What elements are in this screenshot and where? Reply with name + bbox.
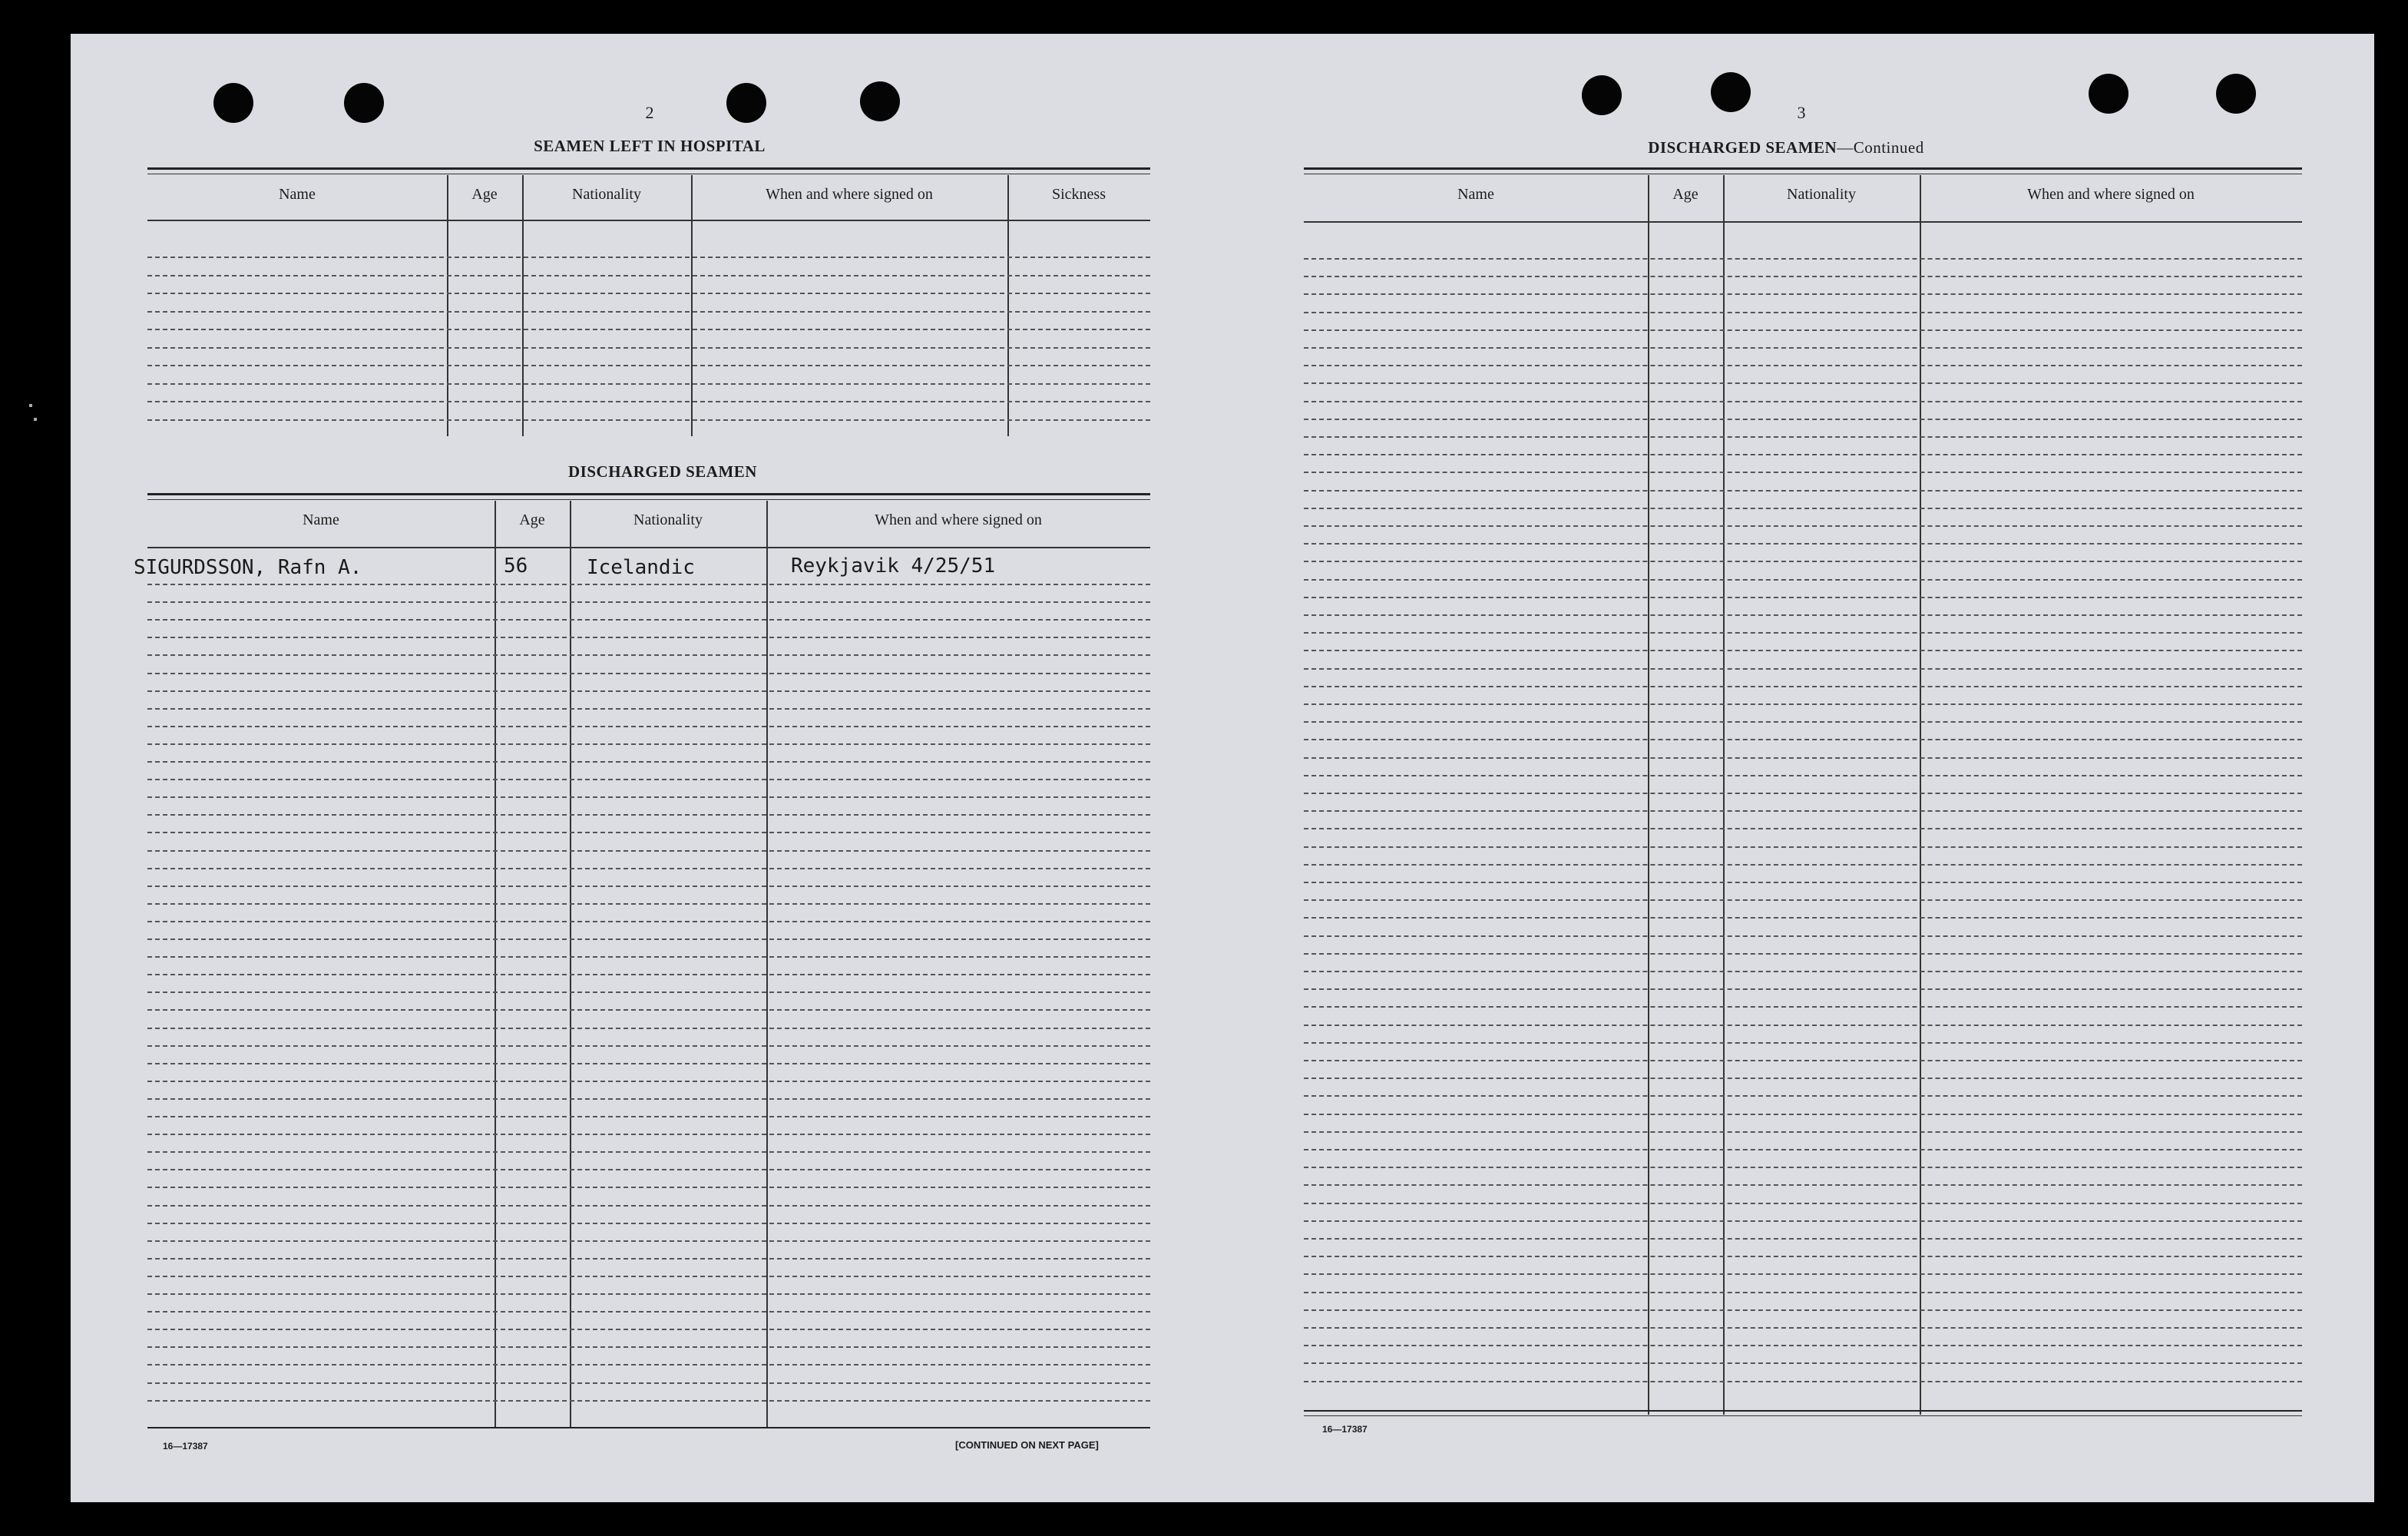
ruled-row-line	[147, 1045, 1150, 1047]
ruled-row-line	[147, 1205, 1150, 1207]
ruled-row-line	[147, 1329, 1150, 1330]
discharged-col-age: Age	[519, 511, 545, 528]
ruled-row-line	[147, 619, 1150, 621]
discharged-col-divider	[495, 501, 496, 1428]
ruled-row-line	[1304, 953, 2302, 955]
ruled-row-line	[1304, 899, 2302, 901]
ruled-row-line	[147, 419, 1150, 421]
discharged-col-nationality: Nationality	[633, 511, 703, 528]
right-col-nationality: Nationality	[1787, 186, 1856, 203]
ruled-row-line	[1304, 525, 2302, 527]
ruled-row-line	[1304, 1292, 2302, 1293]
ruled-row-line	[147, 637, 1150, 638]
ruled-row-line	[147, 1400, 1150, 1402]
ruled-row-line	[1304, 419, 2302, 420]
discharged-col-name: Name	[303, 511, 339, 528]
ruled-row-line	[147, 1223, 1150, 1224]
ruled-row-line	[147, 1382, 1150, 1384]
hospital-col-signed-on: When and where signed on	[766, 186, 933, 203]
ruled-row-line	[1304, 1273, 2302, 1275]
ruled-row-line	[147, 1240, 1150, 1242]
hospital-top-rule	[147, 167, 1150, 170]
hospital-header-rule	[147, 220, 1150, 221]
ruled-row-line	[1304, 721, 2302, 723]
discharged-continued-title-main: DISCHARGED SEAMEN	[1648, 138, 1837, 157]
punch-hole-icon	[2089, 74, 2128, 114]
hospital-col-age: Age	[471, 186, 498, 203]
discharged-col-signed-on: When and where signed on	[875, 511, 1042, 528]
discharged-header-rule	[147, 547, 1150, 548]
ruled-row-line	[1304, 561, 2302, 562]
ruled-row-line	[147, 1364, 1150, 1366]
ruled-row-line	[1304, 703, 2302, 705]
ruled-row-line	[1304, 1114, 2302, 1115]
ruled-row-line	[1304, 864, 2302, 866]
ruled-row-line	[147, 886, 1150, 887]
ruled-row-line	[1304, 1078, 2302, 1079]
punch-hole-icon	[1582, 75, 1622, 115]
ruled-row-line	[1304, 579, 2302, 581]
ruled-row-line	[1304, 365, 2302, 366]
seaman-signed-on: Reykjavik 4/25/51	[791, 554, 996, 578]
ruled-row-line	[1304, 632, 2302, 634]
ruled-row-line	[147, 673, 1150, 674]
discharged-top-rule	[147, 493, 1150, 495]
ruled-row-line	[147, 832, 1150, 833]
ruled-row-line	[1304, 935, 2302, 937]
ruled-row-line	[1304, 971, 2302, 972]
punch-hole-icon	[344, 83, 384, 123]
ruled-row-line	[147, 347, 1150, 349]
hospital-col-divider	[691, 175, 693, 436]
ruled-row-line	[1304, 686, 2302, 687]
hospital-col-nationality: Nationality	[572, 186, 641, 203]
ruled-row-line	[1304, 757, 2302, 759]
page-number-right: 3	[1797, 103, 1806, 122]
ruled-row-line	[147, 921, 1150, 922]
right-col-divider	[1648, 175, 1649, 1415]
ruled-row-line	[147, 601, 1150, 603]
ruled-row-line	[147, 850, 1150, 852]
ruled-row-line	[147, 1276, 1150, 1277]
ruled-row-line	[1304, 312, 2302, 313]
ruled-row-line	[1304, 668, 2302, 670]
seaman-age: 56	[504, 554, 528, 578]
discharged-top-rule-2	[147, 499, 1150, 500]
ruled-row-line	[1304, 775, 2302, 776]
ruled-row-line	[1304, 276, 2302, 277]
ruled-row-line	[147, 1081, 1150, 1082]
discharged-continued-title	[1632, 138, 1940, 157]
ruled-row-line	[1304, 258, 2302, 260]
ruled-row-line	[147, 868, 1150, 869]
ruled-row-line	[147, 903, 1150, 905]
ruled-row-line	[147, 1116, 1150, 1117]
ruled-row-line	[1304, 401, 2302, 402]
ruled-row-line	[1304, 1256, 2302, 1257]
ruled-row-line	[147, 257, 1150, 258]
continued-note: [CONTINUED ON NEXT PAGE]	[955, 1439, 1099, 1451]
ruled-row-line	[147, 1311, 1150, 1313]
ruled-row-line	[147, 1187, 1150, 1188]
punch-hole-icon	[213, 83, 253, 123]
right-col-divider	[1723, 175, 1725, 1415]
ruled-row-line	[1304, 1220, 2302, 1222]
hospital-col-sickness: Sickness	[1052, 186, 1106, 203]
ruled-row-line	[147, 779, 1150, 780]
ruled-row-line	[147, 1169, 1150, 1170]
paper-sheet	[71, 34, 2374, 1502]
seaman-nationality: Icelandic	[587, 556, 695, 579]
ruled-row-line	[147, 726, 1150, 727]
ruled-row-line	[1304, 614, 2302, 616]
ruled-row-line	[1304, 1345, 2302, 1346]
discharged-continued-title-suffix: —Continued	[1837, 138, 1924, 157]
discharged-col-divider	[766, 501, 768, 1428]
discharged-section-title: DISCHARGED SEAMEN	[568, 462, 757, 481]
right-bottom-rule-2	[1304, 1415, 2302, 1416]
form-number-left: 16—17387	[163, 1441, 208, 1452]
ruled-row-line	[1304, 988, 2302, 990]
ruled-row-line	[147, 365, 1150, 366]
ruled-row-line	[1304, 347, 2302, 349]
discharged-col-divider	[570, 501, 571, 1428]
ruled-row-line	[147, 293, 1150, 294]
ruled-row-line	[1304, 508, 2302, 509]
ruled-row-line	[1304, 1203, 2302, 1204]
ruled-row-line	[1304, 1309, 2302, 1311]
ruled-row-line	[147, 401, 1150, 402]
ruled-row-line	[147, 938, 1150, 940]
ruled-row-line	[1304, 1184, 2302, 1186]
ruled-row-line	[147, 1009, 1150, 1011]
ruled-row-line	[147, 1063, 1150, 1064]
ruled-row-line	[1304, 472, 2302, 473]
ruled-row-line	[147, 991, 1150, 993]
ruled-row-line	[1304, 1042, 2302, 1044]
ruled-row-line	[1304, 882, 2302, 883]
ruled-row-line	[1304, 1131, 2302, 1133]
right-bottom-rule	[1304, 1410, 2302, 1412]
ruled-row-line	[1304, 454, 2302, 455]
right-col-signed-on: When and where signed on	[2027, 186, 2195, 203]
ruled-row-line	[1304, 846, 2302, 848]
ruled-row-line	[1304, 1060, 2302, 1061]
ruled-row-line	[147, 383, 1150, 385]
hospital-col-divider	[1007, 175, 1009, 436]
ruled-row-line	[147, 329, 1150, 330]
ruled-row-line	[147, 761, 1150, 763]
ruled-row-line	[1304, 1167, 2302, 1168]
ruled-row-line	[147, 1258, 1150, 1260]
ruled-row-line	[1304, 1381, 2302, 1382]
ruled-row-line	[147, 690, 1150, 692]
right-col-divider	[1920, 175, 1921, 1415]
discharged-bottom-rule	[147, 1427, 1150, 1428]
ruled-row-line	[147, 796, 1150, 798]
ruled-row-line	[1304, 917, 2302, 919]
ruled-row-line	[147, 654, 1150, 656]
ruled-row-line	[147, 708, 1150, 710]
ruled-row-line	[147, 814, 1150, 816]
ruled-row-line	[1304, 810, 2302, 812]
hospital-col-divider	[447, 175, 448, 436]
scan-speck	[34, 418, 37, 421]
hospital-section-title: SEAMEN LEFT IN HOSPITAL	[534, 137, 766, 155]
ruled-row-line	[147, 1134, 1150, 1135]
form-number-right: 16—17387	[1322, 1424, 1368, 1435]
ruled-row-line	[1304, 597, 2302, 598]
ruled-row-line	[147, 1098, 1150, 1100]
ruled-row-line	[1304, 1006, 2302, 1008]
punch-hole-icon	[2216, 74, 2256, 114]
ruled-row-line	[1304, 1149, 2302, 1150]
ruled-row-line	[1304, 1095, 2302, 1097]
right-col-age: Age	[1672, 186, 1698, 203]
ruled-row-line	[1304, 543, 2302, 545]
seaman-name: SIGURDSSON, Rafn A.	[134, 556, 362, 579]
ruled-row-line	[1304, 293, 2302, 295]
ruled-row-line	[1304, 329, 2302, 331]
right-col-name: Name	[1457, 186, 1494, 203]
ruled-row-line	[147, 1028, 1150, 1029]
ruled-row-line	[147, 311, 1150, 313]
hospital-col-name: Name	[279, 186, 316, 203]
punch-hole-icon	[860, 81, 900, 121]
ruled-row-line	[1304, 793, 2302, 794]
ruled-row-line	[147, 974, 1150, 975]
ruled-row-line	[1304, 650, 2302, 651]
ruled-row-line	[147, 1346, 1150, 1348]
ruled-row-line	[1304, 382, 2302, 384]
ruled-row-line	[147, 275, 1150, 276]
punch-hole-icon	[726, 83, 766, 123]
ruled-row-line	[1304, 1238, 2302, 1240]
ruled-row-line	[1304, 739, 2302, 740]
ruled-row-line	[1304, 828, 2302, 829]
right-top-rule	[1304, 167, 2302, 170]
ruled-row-line	[1304, 490, 2302, 492]
punch-hole-icon	[1711, 72, 1751, 112]
ruled-row-line	[147, 743, 1150, 745]
page-number-left: 2	[645, 103, 654, 122]
ruled-row-line	[1304, 436, 2302, 438]
ruled-row-line	[1304, 1362, 2302, 1364]
right-header-rule	[1304, 221, 2302, 223]
hospital-col-divider	[522, 175, 524, 436]
ruled-row-line	[147, 956, 1150, 958]
ruled-row-line	[147, 1293, 1150, 1295]
ruled-row-line	[147, 584, 1150, 585]
ruled-row-line	[147, 1151, 1150, 1153]
ruled-row-line	[1304, 1327, 2302, 1329]
scan-speck	[29, 404, 32, 407]
ruled-row-line	[1304, 1025, 2302, 1026]
